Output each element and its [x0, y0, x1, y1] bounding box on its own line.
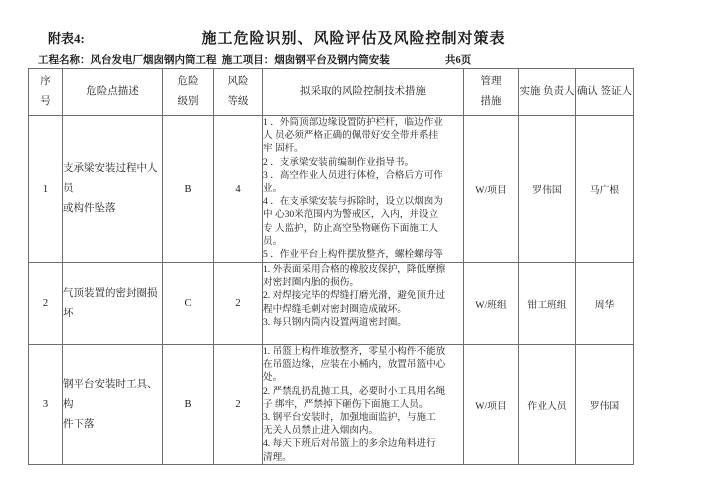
- cell-confirmer: 罗伟国: [576, 345, 634, 465]
- page-count: 共6页: [445, 55, 472, 66]
- header-serial-no: 序 号: [29, 69, 63, 116]
- cell-serial-no: 1: [29, 116, 63, 263]
- cell-implementer: 钳工班组: [519, 263, 576, 345]
- header-hazard-description: 危险点描述: [63, 69, 163, 116]
- cell-implementer: 罗伟国: [519, 116, 576, 263]
- project-info-line: 工程名称：风台发电厂烟囱钢内筒工程 施工项目：烟囱钢平台及钢内筒安装: [38, 55, 390, 66]
- cell-control-measures: 1. 外表面采用合格的橡胶皮保护，降低摩擦 对密封圈内胎的损伤。 2. 对焊接完毕的焊缝打磨光滑，避免顶升过 程中焊缝毛刺对密封圈造成破坏。 3. 每只钢内筒内设置两道密封圈。: [263, 263, 464, 345]
- header-risk-grade: 风险 等级: [214, 69, 263, 116]
- cell-danger-level: C: [163, 263, 214, 345]
- risk-control-table: [28, 68, 634, 465]
- table-row: [29, 116, 634, 263]
- cell-serial-no: 2: [29, 263, 63, 345]
- cell-management-measures: W/项目: [464, 345, 519, 465]
- header-control-measures: 拟采取的风险控制技术措施: [263, 69, 464, 116]
- cell-hazard-description: 钢平台安装时工具、构 件下落: [63, 345, 163, 465]
- page-title: 施工危险识别、风险评估及风险控制对策表: [201, 31, 506, 47]
- table-row: [29, 263, 634, 345]
- cell-management-measures: W/班组: [464, 263, 519, 345]
- cell-serial-no: 3: [29, 345, 63, 465]
- cell-management-measures: W/项目: [464, 116, 519, 263]
- title-bar: [0, 27, 707, 49]
- cell-confirmer: 马广根: [576, 116, 634, 263]
- cell-risk-grade: 2: [214, 263, 263, 345]
- cell-control-measures: 1. 吊篮上构件堆放整齐，零星小构件不能放 在吊篮边缘，应装在小桶内，放置吊篮中心 处。 2. 严禁乱扔乱抛工具，必要时小工具用名绳 子 绑牢，严禁掉下砸伤下面施工人员。 3. 钢平台安装时，加强地面监护，与施工 无关人员禁止进入烟囱内。 4. 每天下班后对吊篮上的多余边角料进行 清理。: [263, 345, 464, 465]
- cell-hazard-description: 支承梁安装过程中人员 或构件坠落: [63, 116, 163, 263]
- cell-hazard-description: 气顶装置的密封圈损坏: [63, 263, 163, 345]
- cell-implementer: 作业人员: [519, 345, 576, 465]
- attachment-label: 附表4:: [48, 31, 85, 46]
- header-danger-level: 危险 级别: [163, 69, 214, 116]
- header-confirmer: 确认 签证人: [576, 69, 634, 116]
- table-row: [29, 345, 634, 465]
- cell-confirmer: 周华: [576, 263, 634, 345]
- header-implementer: 实施 负责人: [519, 69, 576, 116]
- cell-control-measures: 1 ．外筒顶部边缘设置防护栏杆，临边作业 人 员必须严格正确的佩带好安全带并系挂 牢 固杆。 2 ．支承梁安装前编制作业指导书。 3 ．高空作业人员进行体检，合格后方可作 业。 4 ．在支承梁安装与拆除时，设立以烟囱为 中 心30米范围内为警戒区，入内，并设立 专 人监护，防止高空坠物砸伤下面施工人 员。 5 ．作业平台上构件摆放整齐，螺栓螺母等: [263, 116, 464, 263]
- cell-danger-level: B: [163, 345, 214, 465]
- header-management-measures: 管理 措施: [464, 69, 519, 116]
- cell-risk-grade: 2: [214, 345, 263, 465]
- cell-risk-grade: 4: [214, 116, 263, 263]
- table-header-row: [29, 69, 634, 116]
- cell-danger-level: B: [163, 116, 214, 263]
